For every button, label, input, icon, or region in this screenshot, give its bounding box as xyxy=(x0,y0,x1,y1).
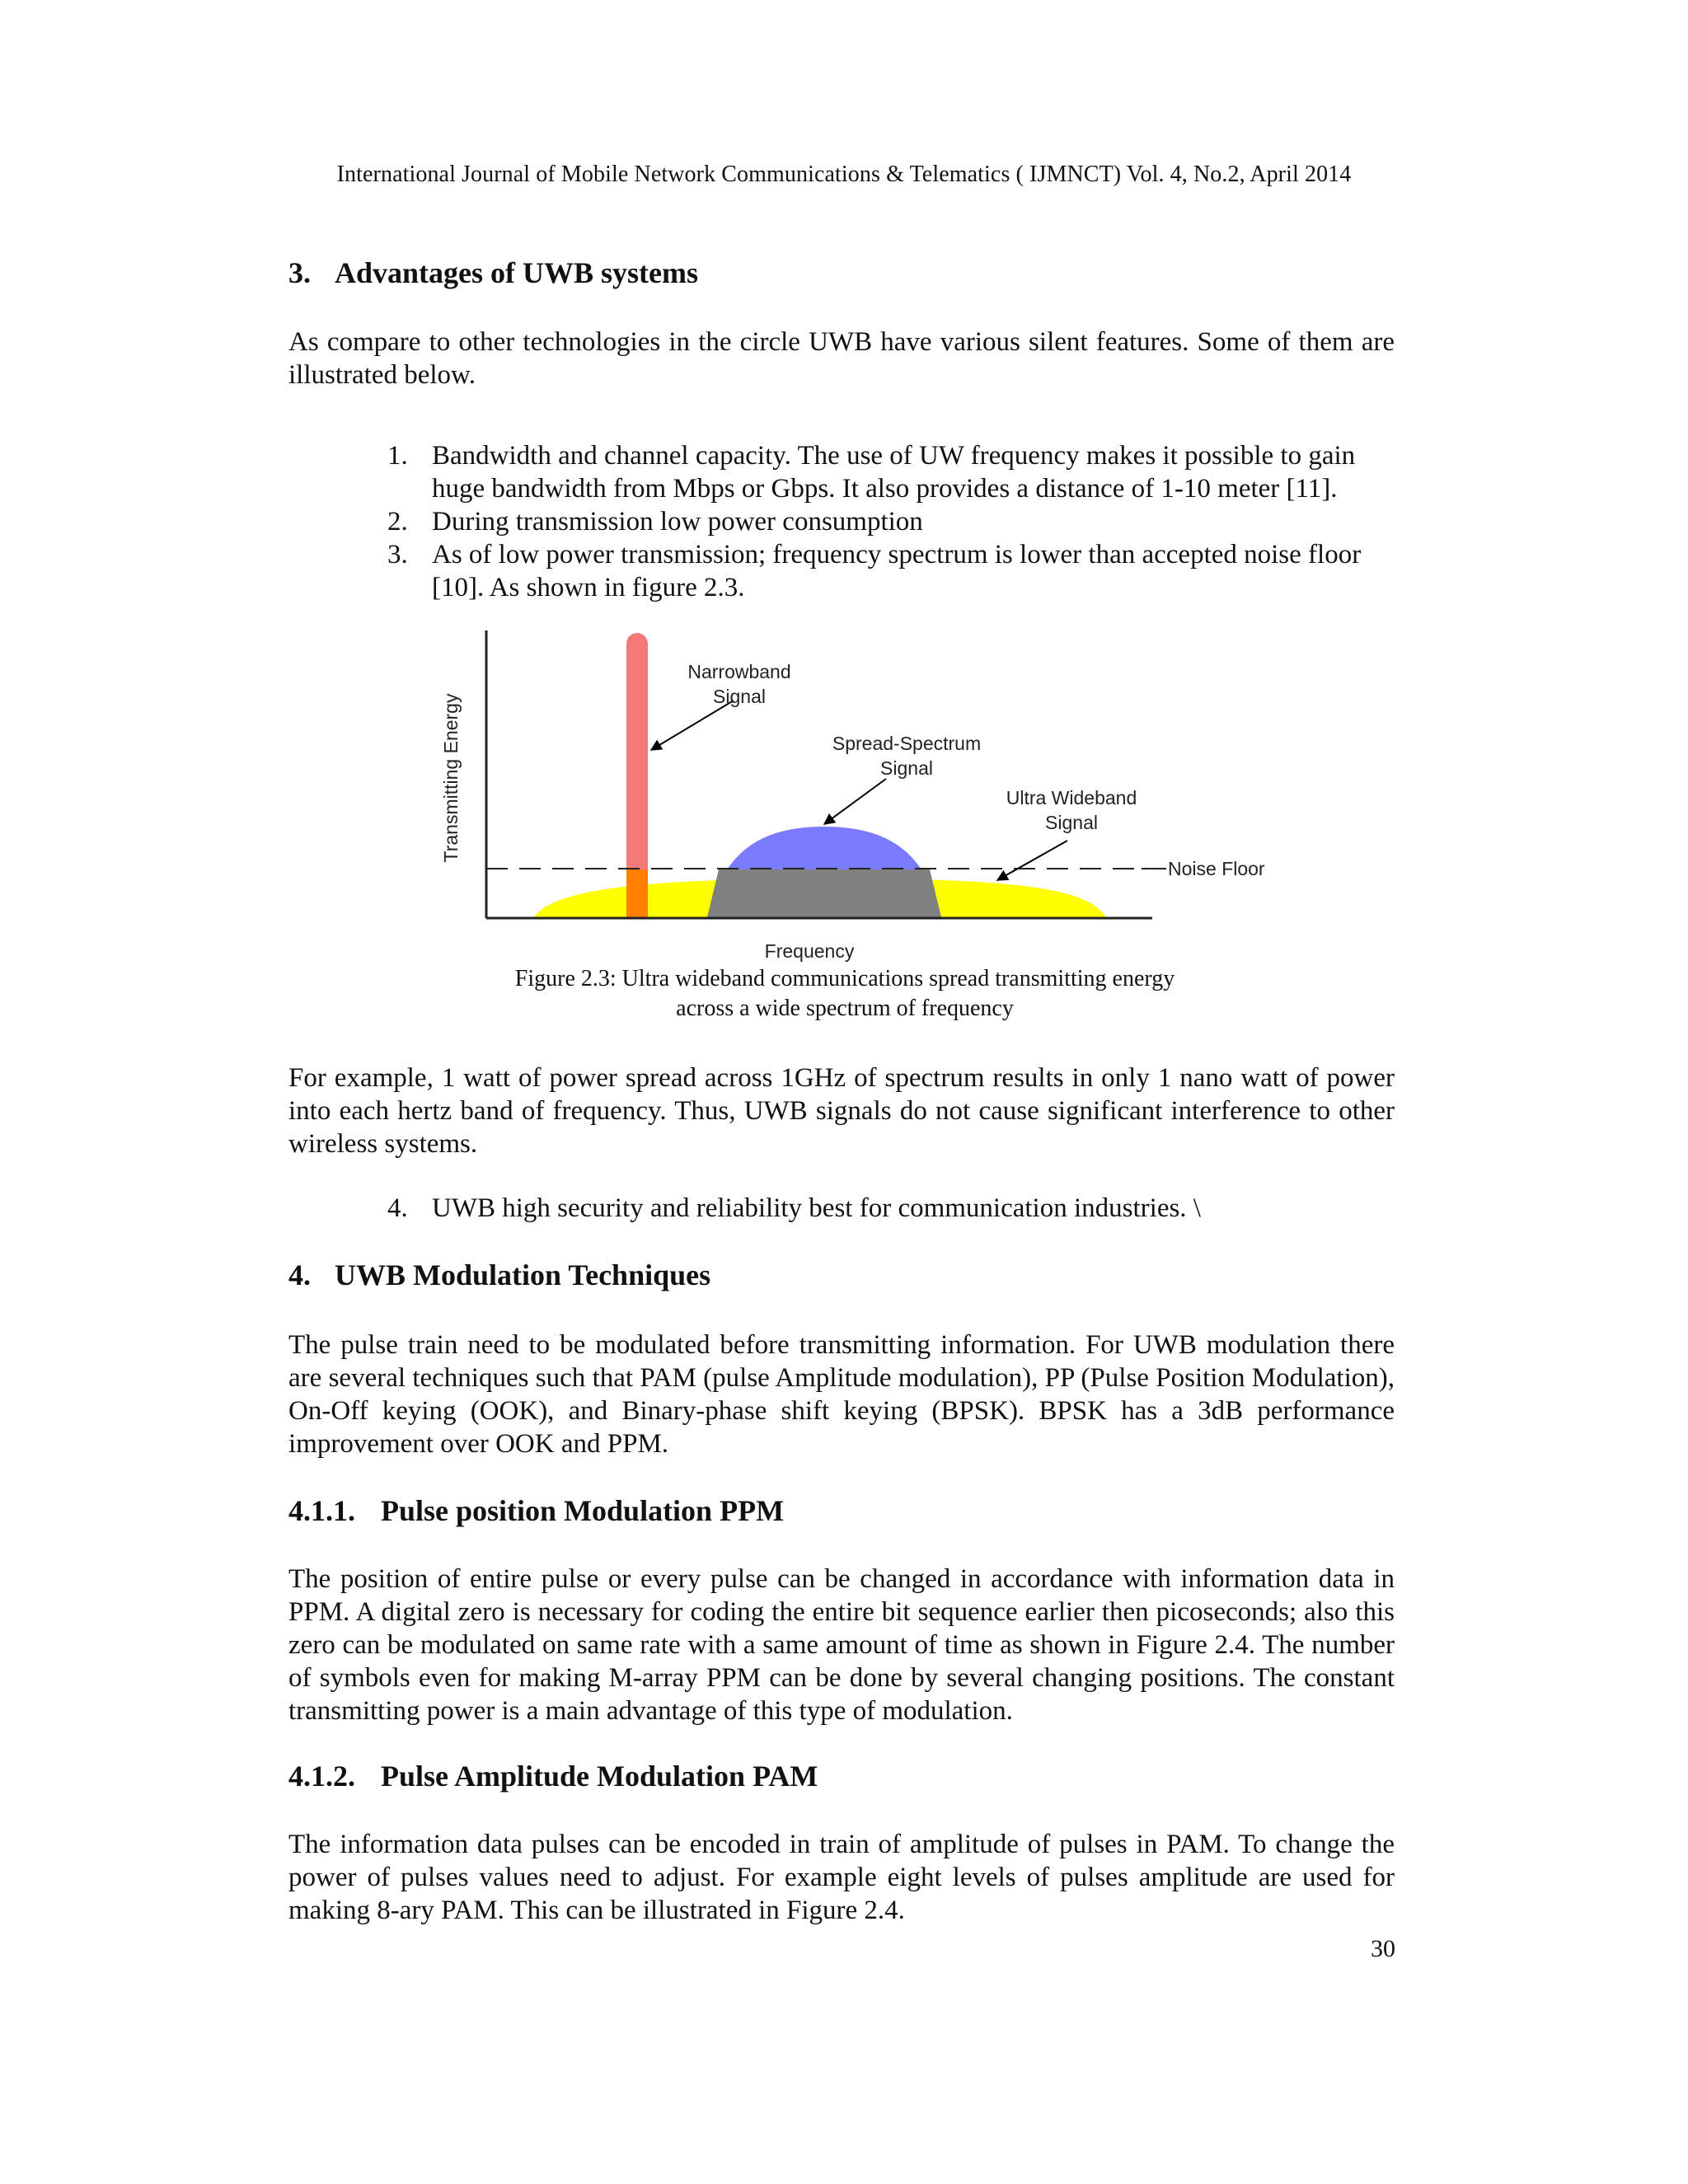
paragraph: As compare to other technologies in the circle UWB have various silent features. Some of them are illustrated below. xyxy=(288,327,1395,390)
figure-caption xyxy=(412,964,1278,1024)
uwb-label-line2: Signal xyxy=(1045,812,1098,833)
section-4-1-1-body xyxy=(288,1563,1395,1727)
paragraph: For example, 1 watt of power spread across 1GHz of spectrum results in only 1 nano watt of power into each hertz band of frequency. Thus, UWB signals do not cause significant interference to other wireless systems. xyxy=(288,1063,1395,1159)
paragraph: The information data pulses can be encoded in train of amplitude of pulses in PAM. To change the power of pulses values need to adjust. For example eight levels of pulses amplitude are used for making 8-ary PAM. This can be illustrated in Figure 2.4. xyxy=(288,1830,1395,1925)
paragraph: The position of entire pulse or every pulse can be changed in accordance with information data in PPM. A digital zero is necessary for coding the entire bit sequence earlier then picoseconds; also this zero can be modulated on same rate with a same amount of time as shown in Figure 2.4. The number of symbols even for making M-array PPM can be done by several changing positions. The constant transmitting power is a main advantage of this type of modulation. xyxy=(288,1564,1395,1726)
paragraph: The pulse train need to be modulated before transmitting information. For UWB modulation there are several techniques such that PAM (pulse Amplitude modulation), PP (Pulse Position Modulation), On-Off keying (OOK), and Binary-phase shift keying (BPSK). BPSK has a 3dB performance improvement over OOK and PPM. xyxy=(288,1330,1395,1459)
narrowband-label-line2: Signal xyxy=(713,686,766,707)
narrowband-arrow xyxy=(651,701,734,750)
advantages-list-continued xyxy=(387,1192,1395,1225)
noise-floor-label: Noise Floor xyxy=(1168,858,1265,879)
list-text: As of low power transmission; frequency spectrum is lower than accepted noise floor [10]. As shown in figure 2.3. xyxy=(432,540,1362,602)
spread-spectrum-arrow xyxy=(824,779,886,824)
list-text: Bandwidth and channel capacity. The use of UW frequency makes it possible to gain huge bandwidth from Mbps or Gbps. It also provides a distance of 1-10 meter [11]. xyxy=(432,441,1356,504)
figure-2-3 xyxy=(429,618,1269,964)
section-title: Pulse Amplitude Modulation PAM xyxy=(381,1760,818,1793)
section-title: Advantages of UWB systems xyxy=(335,256,698,289)
section-number: 4.1.2. xyxy=(288,1760,355,1793)
list-marker: 4. xyxy=(387,1193,408,1223)
section-4-1-2-body xyxy=(288,1828,1395,1927)
section-4-1-2-heading xyxy=(288,1759,1395,1793)
spectrum-chart xyxy=(429,618,1269,964)
caption-line: across a wide spectrum of frequency xyxy=(676,996,1014,1021)
caption-line: Figure 2.3: Ultra wideband communications spread transmitting energy xyxy=(514,966,1175,991)
spread-spectrum-label-line2: Signal xyxy=(880,757,933,779)
section-number: 3. xyxy=(288,256,311,289)
list-marker: 3. xyxy=(387,540,408,569)
list-text: During transmission low power consumption xyxy=(432,507,923,537)
example-paragraph xyxy=(288,1062,1395,1160)
page-number: 30 xyxy=(1371,1935,1395,1962)
spread-spectrum-overlap-area xyxy=(707,869,941,917)
section-4-body xyxy=(288,1329,1395,1460)
list-item xyxy=(387,538,1395,604)
list-text: UWB high security and reliability best for communication industries. \ xyxy=(432,1193,1201,1223)
list-marker: 1. xyxy=(387,441,408,471)
section-3-intro xyxy=(288,326,1395,391)
list-item xyxy=(387,1192,1395,1225)
section-4-1-1-heading xyxy=(288,1493,1395,1528)
section-number: 4. xyxy=(288,1258,311,1291)
spread-spectrum-label-line1: Spread-Spectrum xyxy=(832,733,982,754)
section-3-heading xyxy=(288,255,1395,290)
x-axis-label: Frequency xyxy=(764,940,855,962)
running-header: International Journal of Mobile Network Communications & Telematics ( IJMNCT) Vol. 4, No.2, April 2014 xyxy=(336,162,1352,187)
uwb-label-line1: Ultra Wideband xyxy=(1006,787,1137,808)
list-item xyxy=(387,439,1395,505)
narrowband-label-line1: Narrowband xyxy=(687,661,791,682)
section-number: 4.1.1. xyxy=(288,1494,355,1527)
advantages-list xyxy=(387,439,1395,604)
uwb-arrow xyxy=(997,841,1067,880)
section-title: UWB Modulation Techniques xyxy=(335,1258,711,1291)
section-title: Pulse position Modulation PPM xyxy=(381,1494,785,1527)
section-4-heading xyxy=(288,1258,1395,1292)
list-marker: 2. xyxy=(387,507,408,537)
list-item xyxy=(387,505,1395,538)
narrowband-overlap-area xyxy=(626,869,648,917)
y-axis-label: Transmitting Energy xyxy=(440,693,462,863)
